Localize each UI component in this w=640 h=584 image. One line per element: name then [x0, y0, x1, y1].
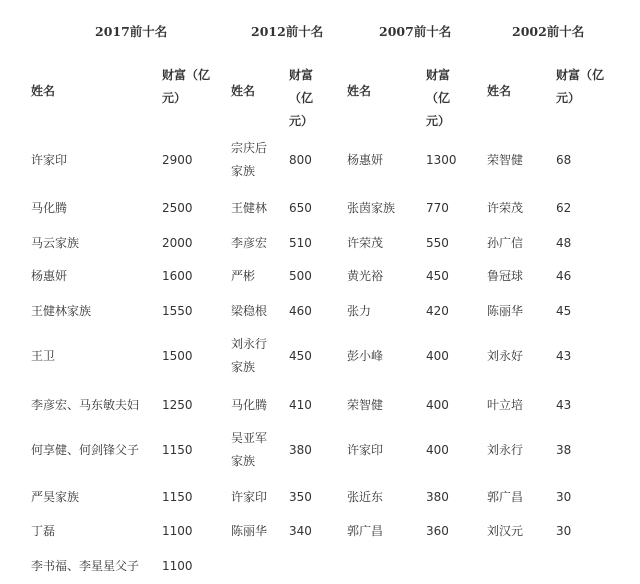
wealth-column-header: 财富（亿元） — [426, 68, 451, 128]
wealth-value: 450 — [289, 349, 312, 363]
group-title: 2007前十名 — [379, 24, 452, 39]
person-name: 王卫 — [31, 349, 56, 363]
person-name: 宗庆后家族 — [231, 141, 268, 178]
person-name: 陈丽华 — [487, 304, 524, 318]
wealth-value: 510 — [289, 236, 312, 250]
wealth-value: 550 — [426, 236, 449, 250]
group-title: 2002前十名 — [512, 24, 585, 39]
person-name: 张近东 — [347, 490, 384, 504]
wealth-value: 380 — [426, 490, 449, 504]
person-name: 许荣茂 — [487, 201, 524, 215]
person-name: 杨惠妍 — [31, 269, 68, 283]
wealth-value: 2500 — [162, 201, 193, 215]
wealth-column-header: 财富（亿元） — [289, 68, 314, 128]
person-name: 严彬 — [231, 269, 256, 283]
wealth-value: 770 — [426, 201, 449, 215]
wealth-value: 650 — [289, 201, 312, 215]
wealth-value: 30 — [556, 524, 572, 538]
person-name: 叶立培 — [487, 398, 524, 412]
person-name: 王健林 — [231, 201, 268, 215]
name-column-header: 姓名 — [347, 84, 372, 98]
wealth-value: 46 — [556, 269, 572, 283]
person-name: 何享健、何剑锋父子 — [31, 443, 140, 457]
wealth-value: 1300 — [426, 153, 457, 167]
person-name: 严昊家族 — [31, 490, 80, 504]
person-name: 杨惠妍 — [347, 153, 384, 167]
group-title: 2017前十名 — [95, 24, 168, 39]
person-name: 张力 — [347, 304, 372, 318]
person-name: 许家印 — [31, 153, 68, 167]
wealth-value: 360 — [426, 524, 449, 538]
wealth-value: 48 — [556, 236, 572, 250]
wealth-value: 43 — [556, 349, 572, 363]
person-name: 许荣茂 — [347, 236, 384, 250]
person-name: 刘汉元 — [487, 524, 524, 538]
wealth-value: 62 — [556, 201, 572, 215]
wealth-value: 30 — [556, 490, 572, 504]
person-name: 马云家族 — [31, 236, 80, 250]
person-name: 李书福、李星星父子 — [31, 559, 140, 573]
wealth-column-header: 财富（亿元） — [162, 68, 211, 105]
person-name: 李彦宏、马东敏夫妇 — [31, 398, 140, 412]
wealth-value: 340 — [289, 524, 312, 538]
wealth-value: 400 — [426, 398, 449, 412]
wealth-value: 68 — [556, 153, 572, 167]
wealth-value: 420 — [426, 304, 449, 318]
person-name: 李彦宏 — [231, 236, 268, 250]
person-name: 马化腾 — [231, 398, 268, 412]
wealth-value: 1600 — [162, 269, 193, 283]
wealth-value: 43 — [556, 398, 572, 412]
person-name: 鲁冠球 — [487, 269, 524, 283]
person-name: 孙广信 — [487, 236, 524, 250]
wealth-value: 1250 — [162, 398, 193, 412]
person-name: 马化腾 — [31, 201, 68, 215]
wealth-value: 1150 — [162, 443, 193, 457]
person-name: 黄光裕 — [347, 269, 384, 283]
name-column-header: 姓名 — [231, 84, 256, 98]
name-column-header: 姓名 — [487, 84, 512, 98]
wealth-column-header: 财富（亿元） — [556, 68, 605, 105]
person-name: 彭小峰 — [347, 349, 384, 363]
wealth-value: 1100 — [162, 559, 193, 573]
wealth-value: 1500 — [162, 349, 193, 363]
wealth-value: 380 — [289, 443, 312, 457]
person-name: 荣智健 — [347, 398, 384, 412]
wealth-value: 400 — [426, 349, 449, 363]
person-name: 郭广昌 — [487, 490, 524, 504]
wealth-value: 1550 — [162, 304, 193, 318]
person-name: 张茵家族 — [347, 201, 396, 215]
person-name: 刘永行家族 — [231, 337, 268, 374]
wealth-value: 2900 — [162, 153, 193, 167]
person-name: 荣智健 — [487, 153, 524, 167]
wealth-value: 500 — [289, 269, 312, 283]
wealth-value: 2000 — [162, 236, 193, 250]
wealth-value: 45 — [556, 304, 572, 318]
person-name: 许家印 — [347, 443, 384, 457]
person-name: 吴亚军家族 — [231, 431, 268, 468]
person-name: 王健林家族 — [31, 304, 92, 318]
person-name: 刘永好 — [487, 349, 524, 363]
wealth-value: 350 — [289, 490, 312, 504]
person-name: 刘永行 — [487, 443, 524, 457]
person-name: 许家印 — [231, 490, 268, 504]
person-name: 丁磊 — [31, 524, 56, 538]
wealth-value: 800 — [289, 153, 312, 167]
wealth-value: 400 — [426, 443, 449, 457]
wealth-value: 450 — [426, 269, 449, 283]
group-title: 2012前十名 — [251, 24, 324, 39]
person-name: 陈丽华 — [231, 524, 268, 538]
wealth-value: 410 — [289, 398, 312, 412]
wealth-value: 460 — [289, 304, 312, 318]
person-name: 梁稳根 — [231, 304, 268, 318]
wealth-value: 1150 — [162, 490, 193, 504]
wealth-value: 38 — [556, 443, 572, 457]
wealth-value: 1100 — [162, 524, 193, 538]
name-column-header: 姓名 — [31, 84, 56, 98]
person-name: 郭广昌 — [347, 524, 384, 538]
